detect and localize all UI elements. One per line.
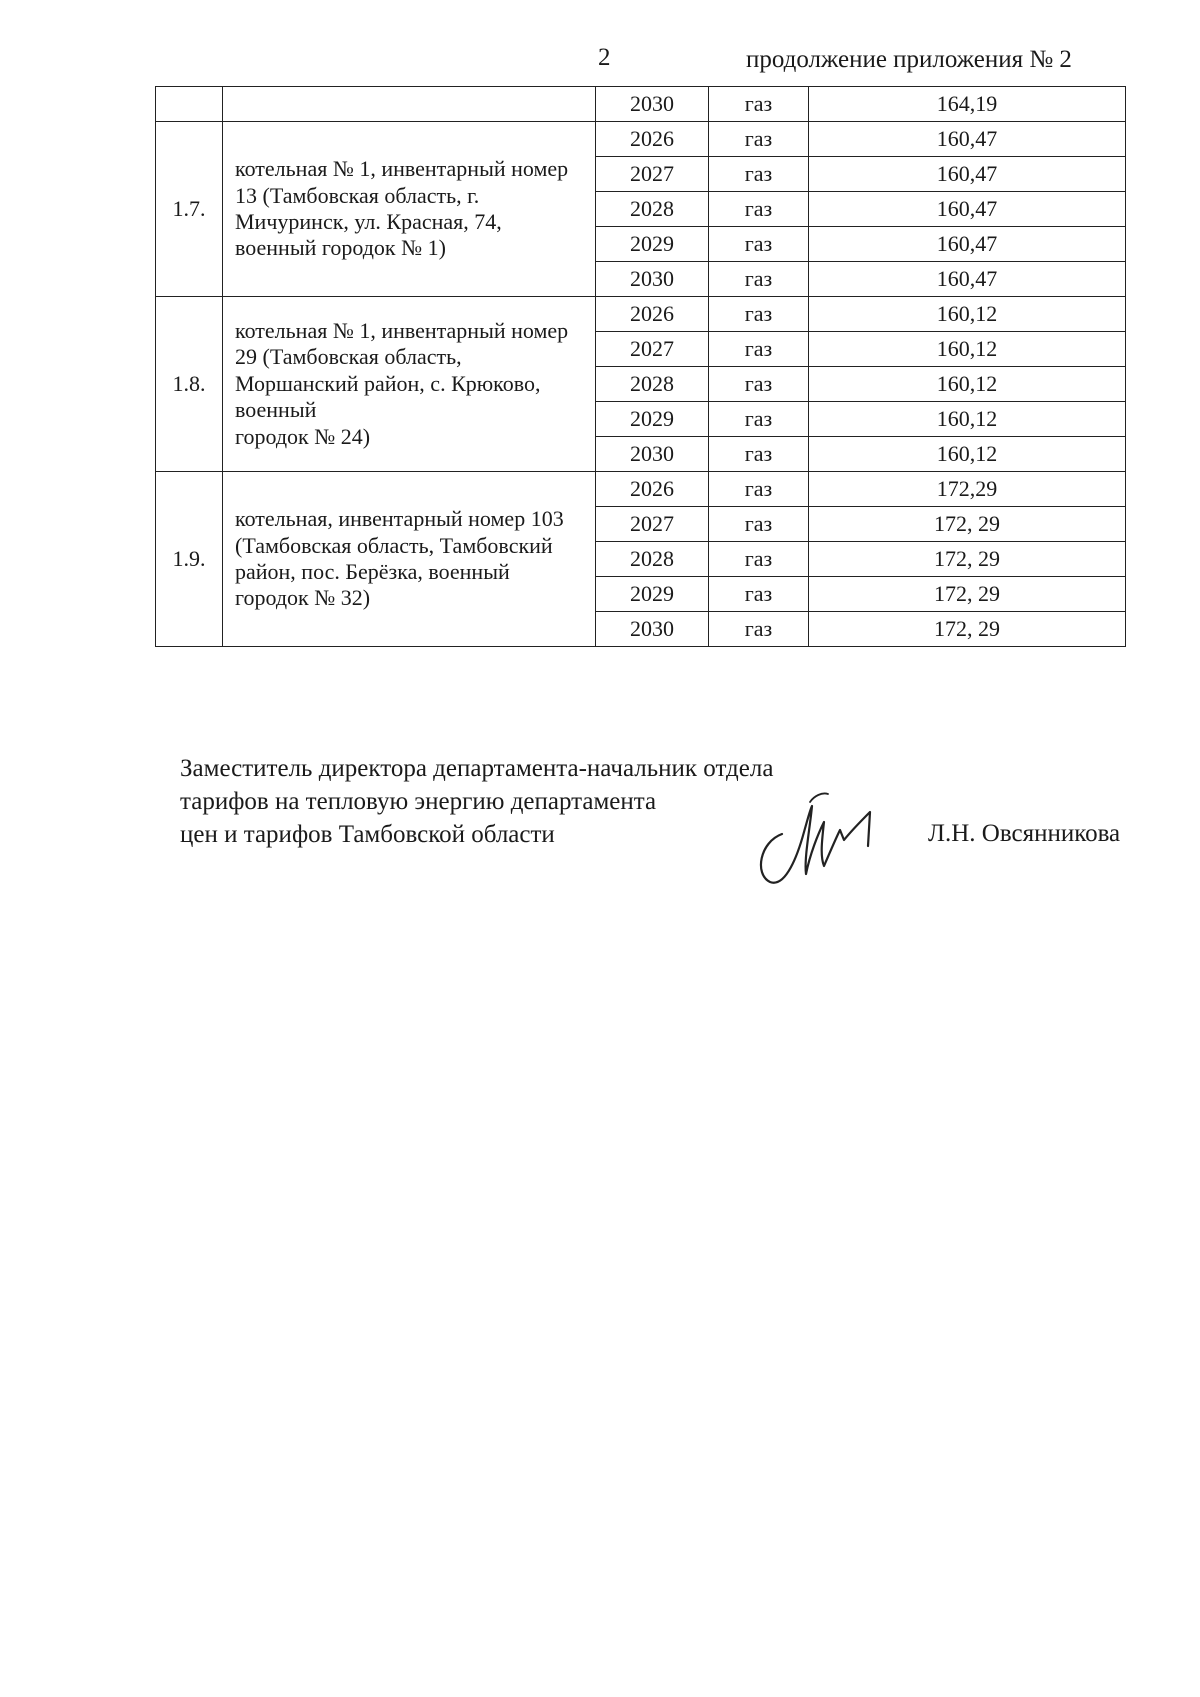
fuel-cell: газ [709,472,809,507]
tariff-value: 160,12 [809,402,1126,437]
year-cell: 2026 [596,122,709,157]
item-number: 1.7. [156,122,223,297]
continuation-label: продолжение приложения № 2 [746,46,1072,73]
table-row [156,297,1126,332]
position-line: тарифов на тепловую энергию департамента [180,788,657,815]
tariff-value: 160,12 [809,437,1126,472]
fuel-cell: газ [709,507,809,542]
tariff-value: 172, 29 [809,542,1126,577]
year-cell: 2027 [596,332,709,367]
tariff-value: 160,47 [809,262,1126,297]
fuel-cell: газ [709,437,809,472]
fuel-cell: газ [709,192,809,227]
tariff-value: 160,47 [809,157,1126,192]
year-cell: 2026 [596,297,709,332]
table-row [156,472,1126,507]
tariff-value: 160,12 [809,332,1126,367]
tariff-value: 160,47 [809,192,1126,227]
tariff-value: 172, 29 [809,507,1126,542]
table-row [156,87,1126,122]
year-cell: 2026 [596,472,709,507]
fuel-cell: газ [709,157,809,192]
fuel-cell: газ [709,297,809,332]
year-cell: 2028 [596,192,709,227]
fuel-cell: газ [709,577,809,612]
handwritten-signature [752,782,887,892]
tariff-table-body [156,87,1126,647]
fuel-cell: газ [709,227,809,262]
year-cell: 2027 [596,157,709,192]
signature-position [180,752,773,851]
tariff-value: 160,12 [809,297,1126,332]
fuel-cell: газ [709,87,809,122]
fuel-cell: газ [709,542,809,577]
year-cell: 2030 [596,612,709,647]
year-cell: 2029 [596,577,709,612]
fuel-cell: газ [709,612,809,647]
item-number [156,87,223,122]
year-cell: 2028 [596,367,709,402]
tariff-value: 160,47 [809,122,1126,157]
year-cell: 2029 [596,402,709,437]
year-cell: 2029 [596,227,709,262]
tariff-value: 164,19 [809,87,1126,122]
fuel-cell: газ [709,402,809,437]
object-description [223,87,596,122]
fuel-cell: газ [709,332,809,367]
tariff-value: 172, 29 [809,612,1126,647]
table-row [156,122,1126,157]
page-number: 2 [598,44,611,71]
year-cell: 2028 [596,542,709,577]
tariff-value: 160,12 [809,367,1126,402]
year-cell: 2030 [596,87,709,122]
signer-name: Л.Н. Овсянникова [928,820,1121,847]
year-cell: 2030 [596,262,709,297]
item-number: 1.9. [156,472,223,647]
fuel-cell: газ [709,262,809,297]
item-number: 1.8. [156,297,223,472]
tariff-value: 160,47 [809,227,1126,262]
year-cell: 2030 [596,437,709,472]
position-line: Заместитель директора департамента-начальник отдела [180,755,774,782]
object-description: котельная № 1, инвентарный номер 13 (Тамбовская область, г. Мичуринск, ул. Красная, 74, военный городок № 1) [223,122,596,297]
fuel-cell: газ [709,367,809,402]
fuel-cell: газ [709,122,809,157]
object-description: котельная, инвентарный номер 103 (Тамбовская область, Тамбовский район, пос. Берёзка, военный городок № 32) [223,472,596,647]
tariff-table [155,86,1126,647]
object-description: котельная № 1, инвентарный номер 29 (Тамбовская область, Моршанский район, с. Крюково, военный городок № 24) [223,297,596,472]
tariff-value: 172,29 [809,472,1126,507]
year-cell: 2027 [596,507,709,542]
tariff-value: 172, 29 [809,577,1126,612]
position-line: цен и тарифов Тамбовской области [180,821,555,848]
